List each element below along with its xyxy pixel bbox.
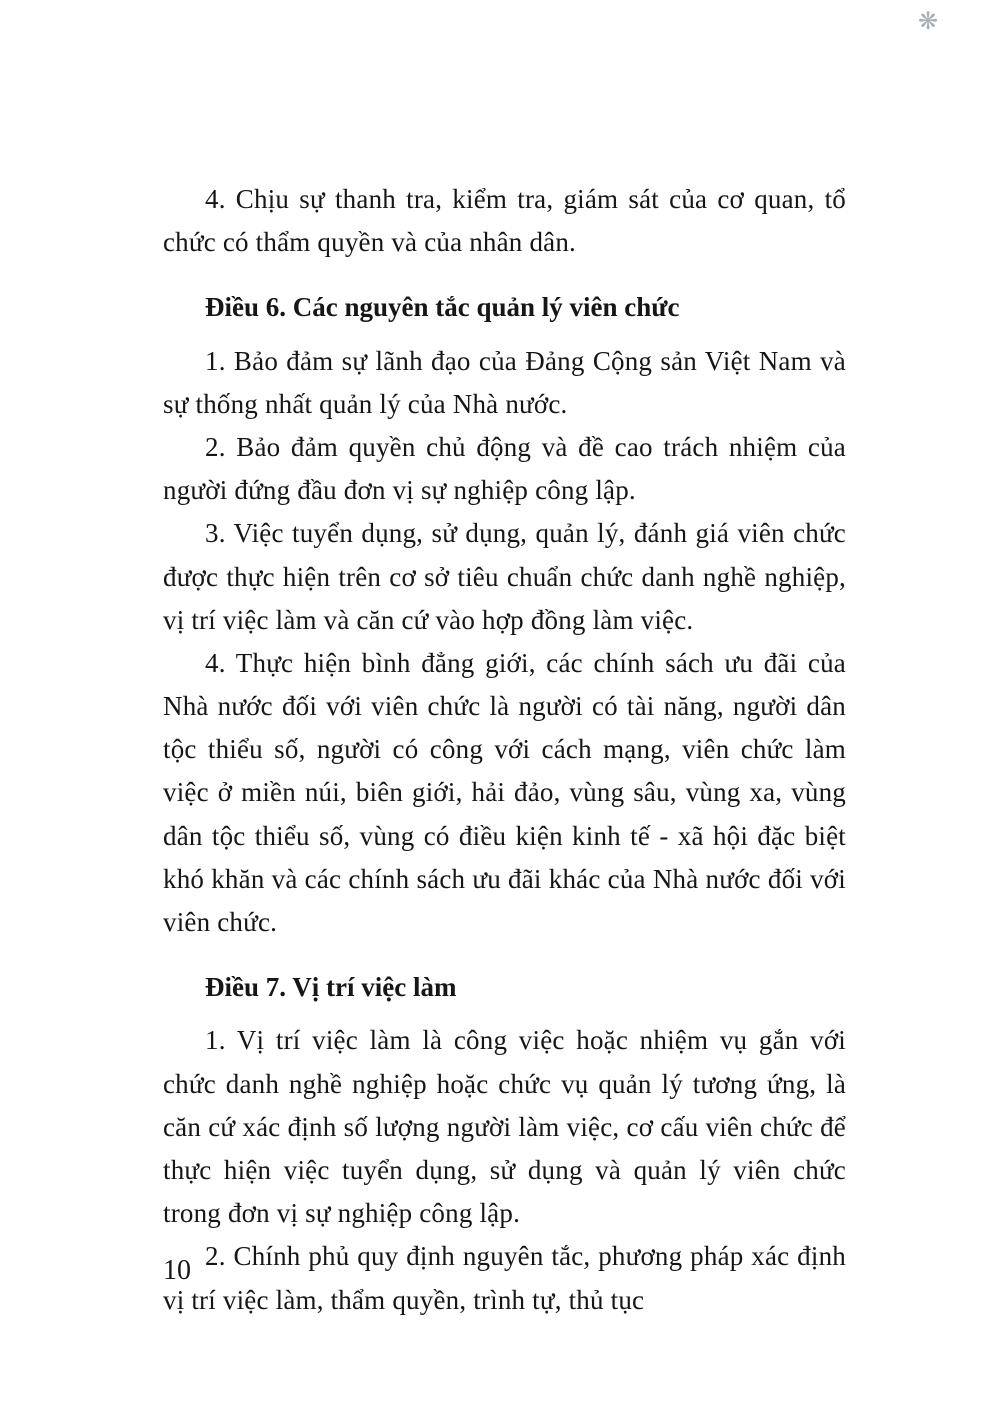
flower-ornament-icon: ❋ bbox=[918, 9, 939, 35]
paragraph-dieu6-clause-4: 4. Thực hiện bình đẳng giới, các chính sách ưu đãi của Nhà nước đối với viên chức là người có tài năng, người dân tộc thiểu số, người có công với cách mạng, viên chức làm việc ở miền núi, biên giới, hải đảo, vùng sâu, vùng xa, vùng dân tộc thiểu số, vùng có điều kiện kinh tế - xã hội đặc biệt khó khăn và các chính sách ưu đãi khác của Nhà nước đối với viên chức. bbox=[163, 647, 846, 937]
paragraph-dieu7-clause-2: 2. Chính phủ quy định nguyên tắc, phương pháp xác định vị trí việc làm, thẩm quyền, trình tự, thủ tục bbox=[163, 1241, 846, 1315]
page-number: 10 bbox=[163, 1255, 191, 1286]
text-block bbox=[163, 178, 846, 1322]
section-heading-dieu-7: Điều 7. Vị trí việc làm bbox=[205, 972, 457, 1003]
paragraph-dieu6-clause-2: 2. Bảo đảm quyền chủ động và đề cao trách nhiệm của người đứng đầu đơn vị sự nghiệp công lập. bbox=[163, 431, 846, 506]
paragraph-dieu6-clause-3: 3. Việc tuyển dụng, sử dụng, quản lý, đánh giá viên chức được thực hiện trên cơ sở tiêu chuẩn chức danh nghề nghiệp, vị trí việc làm và căn cứ vào hợp đồng làm việc. bbox=[163, 518, 846, 635]
paragraph-clause-4-prev-article: 4. Chịu sự thanh tra, kiểm tra, giám sát của cơ quan, tổ chức có thẩm quyền và của nhân dân. bbox=[163, 184, 846, 258]
paragraph-dieu7-clause-1: 1. Vị trí việc làm là công việc hoặc nhiệm vụ gắn với chức danh nghề nghiệp hoặc chức vụ quản lý tương ứng, là căn cứ xác định số lượng người làm việc, cơ cấu viên chức để thực hiện việc tuyển dụng, sử dụng và quản lý viên chức trong đơn vị sự nghiệp công lập. bbox=[163, 1025, 846, 1229]
section-heading-dieu-6: Điều 6. Các nguyên tắc quản lý viên chức bbox=[205, 292, 680, 323]
paragraph-dieu6-clause-1: 1. Bảo đảm sự lãnh đạo của Đảng Cộng sản Việt Nam và sự thống nhất quản lý của Nhà nước. bbox=[163, 345, 846, 419]
